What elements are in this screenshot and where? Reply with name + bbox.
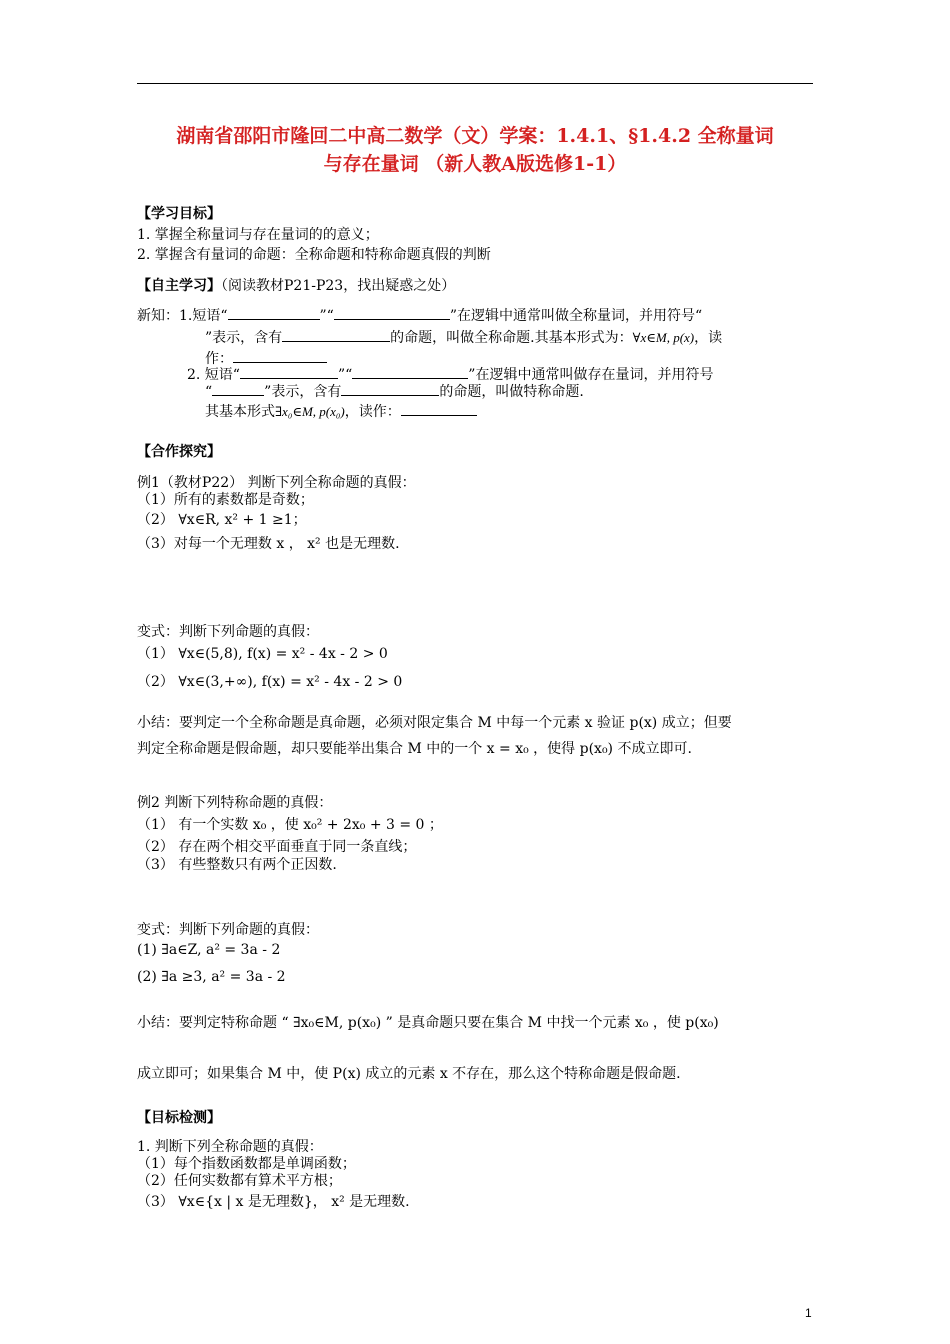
- n1-text-f: ，读: [694, 330, 723, 346]
- summary-1-line-1: 小结：要判定一个全称命题是真命题，必须对限定集合 M 中每一个元素 x 验证 p(x) 成立；但要: [137, 715, 732, 731]
- example-1-title: 例1（教材P22） 判断下列全称命题的真假：: [137, 475, 416, 491]
- goal-item-2: 2. 掌握含有量词的命题：全称命题和特称命题真假的判断: [137, 247, 491, 263]
- blank-6: [352, 365, 468, 379]
- n1-text-b: ”“: [319, 308, 334, 324]
- n2-text-e: ”表示，含有: [264, 384, 342, 400]
- document-title: [137, 122, 813, 178]
- n2-text-f: 的命题，叫做特称命题.: [439, 384, 584, 400]
- test-heading: 【目标检测】: [137, 1110, 221, 1126]
- variant-1-item-1: （1） ∀x∈(5,8), f(x) = x² - 4x - 2 > 0: [137, 646, 388, 662]
- blank-3: [282, 328, 390, 342]
- example-1-item-3: （3）对每一个无理数 x ， x² 也是无理数.: [137, 536, 400, 552]
- n1-text-g: 作：: [205, 351, 233, 367]
- variant-2-item-2: (2) ∃a ≥3, a² = 3a - 2: [137, 969, 286, 985]
- blank-7: [212, 382, 264, 396]
- n2-text-b: ”“: [337, 367, 353, 383]
- variant-1-item-2: （2） ∀x∈(3,+∞), f(x) = x² - 4x - 2 > 0: [137, 674, 403, 690]
- example-1-item-2: （2） ∀x∈R, x² + 1 ≥1；: [137, 512, 307, 528]
- goals-heading: 【学习目标】: [137, 206, 221, 222]
- summary-2-line-1: 小结：要判定特称命题 “ ∃x₀∈M, p(x₀) ” 是真命题只要在集合 M 中找一个元素 x₀ ，使 p(x₀): [137, 1015, 719, 1031]
- blank-8: [341, 382, 439, 396]
- blank-1: [228, 306, 320, 320]
- n2-formula: ∃x₀∈M, p(x₀): [275, 404, 345, 419]
- summary-1-line-2: 判定全称命题是假命题，却只要能举出集合 M 中的一个 x = x₀ ，使得 p(x₀) 不成立即可.: [137, 741, 692, 757]
- example-2-title: 例2 判断下列特称命题的真假：: [137, 795, 333, 811]
- new-knowledge-2-line-2: [205, 382, 584, 402]
- blank-4: [233, 349, 327, 363]
- n2-text-c: ”在逻辑中通常叫做存在量词，并用符号: [468, 367, 714, 383]
- blank-2: [334, 306, 450, 320]
- example-2-item-2: （2） 存在两个相交平面垂直于同一条直线；: [137, 839, 417, 855]
- n1-formula: ∀x∈M, p(x): [632, 330, 695, 345]
- variant-2-title: 变式：判断下列命题的真假：: [137, 922, 319, 938]
- title-line-2: 与存在量词 （新人教A版选修1-1）: [323, 153, 627, 175]
- example-2-item-3: （3） 有些整数只有两个正因数.: [137, 857, 337, 873]
- self-study-heading-line: [137, 276, 455, 296]
- title-line-1: 湖南省邵阳市隆回二中高二数学（文）学案：1.4.1、§1.4.2 全称量词: [176, 125, 774, 147]
- blank-5: [240, 365, 338, 379]
- test-question-1-title: 1. 判断下列全称命题的真假：: [137, 1139, 323, 1155]
- new-knowledge-1-line-2: [205, 328, 722, 348]
- self-study-heading: 【自主学习】: [137, 278, 221, 294]
- summary-2-line-2: 成立即可；如果集合 M 中，使 P(x) 成立的元素 x 不存在，那么这个特称命题是假命题.: [137, 1066, 681, 1082]
- new-knowledge-2-line-3: [205, 402, 477, 422]
- blank-9: [401, 402, 477, 416]
- test-question-1-item-1: （1）每个指数函数都是单调函数；: [137, 1156, 356, 1172]
- test-question-1-item-3: （3） ∀x∈{x | x 是无理数}， x² 是无理数.: [137, 1194, 410, 1210]
- header-rule: [137, 83, 813, 84]
- n2-text-d: “: [205, 384, 213, 400]
- n2-text-h: ，读作：: [344, 404, 401, 420]
- n1-text-d: ”表示，含有: [205, 330, 283, 346]
- n2-text-g: 其基本形式: [205, 404, 275, 420]
- example-2-item-1: （1） 有一个实数 x₀ ，使 x₀² + 2x₀ + 3 = 0 ；: [137, 817, 443, 833]
- n1-text-a: 新知：1.短语“: [137, 308, 228, 324]
- n2-text-a: 2. 短语“: [187, 367, 240, 383]
- goal-item-1: 1. 掌握全称量词与存在量词的的意义；: [137, 227, 379, 243]
- n1-text-c: ”在逻辑中通常叫做全称量词，并用符号“: [449, 308, 703, 324]
- new-knowledge-1-line-1: [137, 306, 702, 326]
- page-number: 1: [805, 1306, 812, 1320]
- test-question-1-item-2: （2）任何实数都有算术平方根；: [137, 1173, 342, 1189]
- self-study-note: （阅读教材P21-P23，找出疑惑之处）: [221, 278, 456, 294]
- variant-1-title: 变式：判断下列命题的真假：: [137, 624, 319, 640]
- variant-2-item-1: (1) ∃a∈Z, a² = 3a - 2: [137, 942, 281, 958]
- n1-text-e: 的命题，叫做全称命题.其基本形式为：: [390, 330, 633, 346]
- example-1-item-1: （1）所有的素数都是奇数；: [137, 492, 314, 508]
- coop-heading: 【合作探究】: [137, 444, 221, 460]
